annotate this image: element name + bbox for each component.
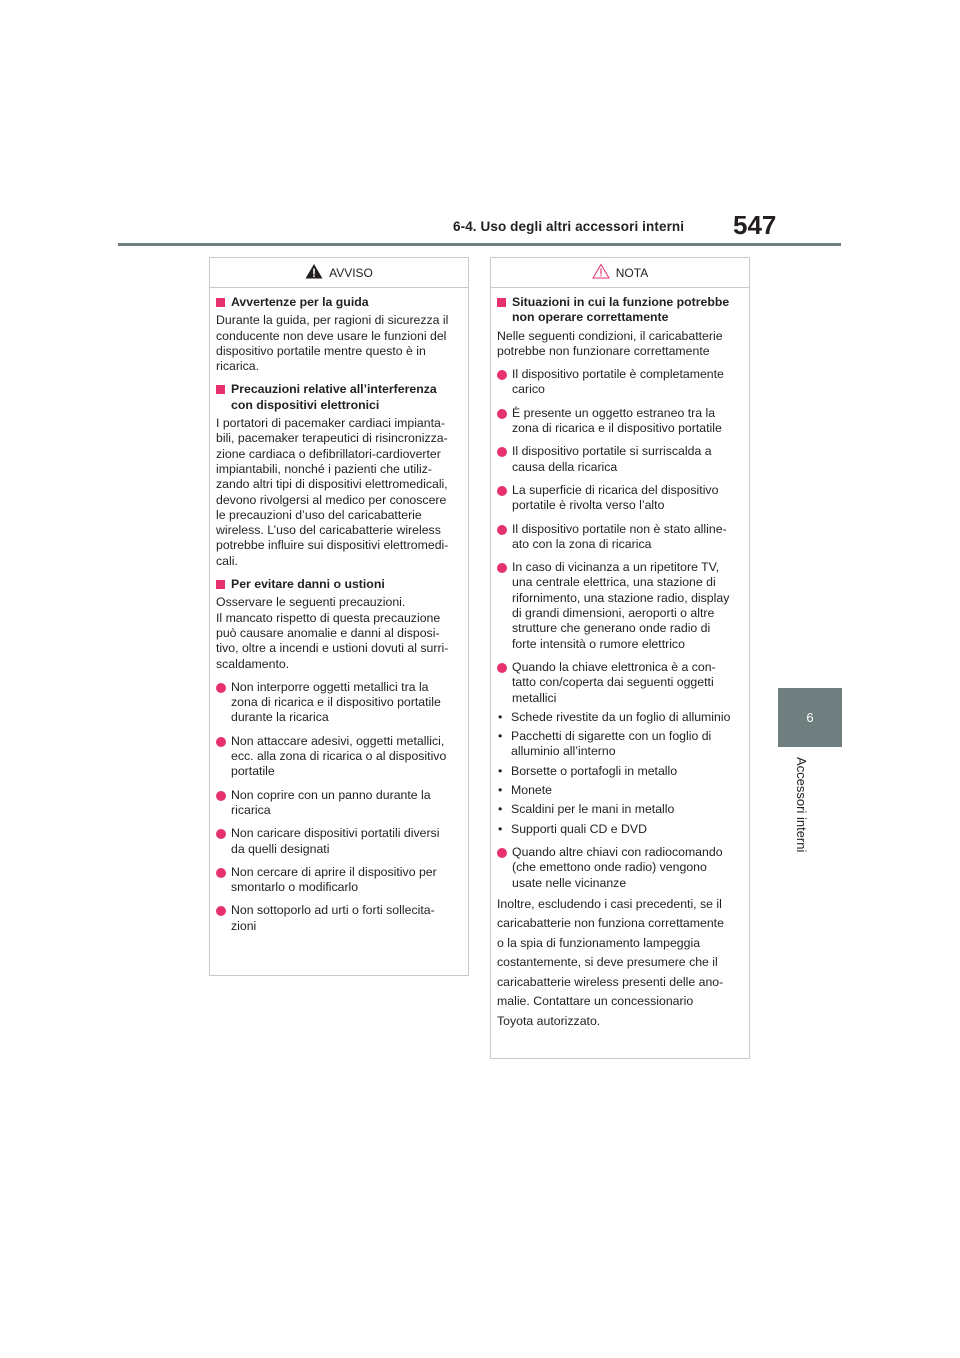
text-line: Il dispositivo portatile non è stato alline-: [512, 521, 727, 536]
text-line: Toyota autorizzato.: [497, 1013, 601, 1028]
sub-bullet-text: [511, 802, 674, 817]
text-line: costantemente, si deve presumere che il: [497, 955, 718, 970]
text-line: cali.: [216, 553, 238, 568]
bullet-text: [231, 788, 431, 819]
text-line: tivo, oltre a incendi e ustioni dovuti al surri-: [216, 641, 449, 656]
circle-bullet-icon: [497, 447, 507, 457]
text-line: Inoltre, escludendo i casi precedenti, se il: [497, 896, 722, 911]
bullet-text: [231, 680, 441, 726]
text-line: ricarica.: [216, 359, 260, 374]
circle-bullet-icon: [497, 848, 507, 858]
text-line: Borsette o portafogli in metallo: [511, 763, 678, 778]
bullet-item: [216, 903, 460, 934]
caution-triangle-outline-icon: [592, 263, 610, 282]
sub-bullet-text: [511, 783, 552, 798]
bullet-item: [497, 845, 741, 891]
text-line: Non cercare di aprire il dispositivo per: [231, 864, 437, 879]
circle-bullet-icon: [497, 563, 507, 573]
chapter-label: Accessori interni: [794, 757, 809, 853]
text-line: ricarica: [231, 802, 271, 817]
text-line: con dispositivi elettronici: [231, 397, 380, 412]
text-line: tatto con/coperta dai seguenti oggetti: [512, 675, 714, 690]
sub-bullet-item: [497, 710, 741, 725]
text-line: Non sottoporlo ad urti o forti sollecita-: [231, 903, 435, 918]
square-bullet-icon: [216, 580, 225, 589]
text-line: zione cardiaca o defibrillatori-cardioverter: [216, 446, 441, 461]
text-line: Monete: [511, 783, 553, 798]
bullet-item: [497, 522, 741, 553]
text-line: È presente un oggetto estraneo tra la: [512, 405, 716, 420]
sub-bullet-marker: •: [498, 709, 503, 724]
bullet-item: [216, 680, 460, 726]
bullet-text: [512, 406, 722, 437]
text-line: da quelli designati: [231, 841, 330, 856]
text-line: Non attaccare adesivi, oggetti metallici,: [231, 733, 445, 748]
text-line: causa della ricarica: [512, 459, 618, 474]
circle-bullet-icon: [216, 791, 226, 801]
text-line: Non caricare dispositivi portatili diversi: [231, 826, 440, 841]
text-line: potrebbe non funzionare correttamente: [497, 343, 710, 358]
text-line: impiantabili, nonché i pazienti che utiliz-: [216, 461, 432, 476]
text-line: (che emettono onde radio) vengono: [512, 860, 707, 875]
text-line: o la spia di funzionamento lampeggia: [497, 935, 701, 950]
text-line: Avvertenze per la guida: [231, 295, 369, 309]
bullet-text: [512, 660, 716, 706]
text-line: caricabatterie non funziona correttamente: [497, 916, 724, 931]
text-line: wireless. L’uso del caricabatterie wireless: [216, 523, 441, 538]
warning-box-body: [210, 288, 468, 940]
warning-triangle-icon: [305, 263, 323, 282]
text-line: Precauzioni relative all’interferenza: [231, 382, 437, 397]
sub-bullet-item: [497, 802, 741, 817]
text-line: scaldamento.: [216, 656, 290, 671]
sub-bullet-marker: •: [498, 763, 503, 778]
circle-bullet-icon: [497, 525, 507, 535]
note-box: [490, 257, 750, 1059]
text-line: zioni: [231, 918, 257, 933]
heading-text: [512, 295, 729, 326]
sub-bullet-item: [497, 783, 741, 798]
text-line: Non interporre oggetti metallici tra la: [231, 679, 429, 694]
warning-box-header: [210, 258, 468, 288]
bullet-text: [512, 483, 718, 514]
text-line: Durante la guida, per ragioni di sicurezza il: [216, 313, 449, 328]
circle-bullet-icon: [497, 409, 507, 419]
section-paragraph: [216, 313, 460, 374]
section-heading: [216, 382, 460, 413]
text-line: forte intensità o rumore elettrico: [512, 636, 685, 651]
sub-bullet-marker: •: [498, 783, 503, 798]
text-line: Supporti quali CD e DVD: [511, 821, 648, 836]
note-box-body: [491, 288, 749, 1037]
sub-bullet-marker: •: [498, 821, 503, 836]
sub-bullet-text: [511, 822, 647, 837]
text-line: una centrale elettrica, una stazione di: [512, 575, 716, 590]
bullet-item: [216, 826, 460, 857]
text-line: smontarlo o modificarlo: [231, 880, 359, 895]
text-line: rifornimento, una stazione radio, display: [512, 590, 730, 605]
text-line: strutture che generano onde radio di: [512, 621, 711, 636]
text-line: durante la ricarica: [231, 710, 329, 725]
text-line: Il dispositivo portatile si surriscalda a: [512, 444, 712, 459]
bullet-text: [231, 865, 437, 896]
bullet-text: [231, 734, 446, 780]
circle-bullet-icon: [216, 868, 226, 878]
text-line: portatile: [231, 764, 275, 779]
text-line: potrebbe influire sui dispositivi elettromedi-: [216, 538, 449, 553]
text-line: Nelle seguenti condizioni, il caricabatterie: [497, 328, 723, 343]
text-line: Situazioni in cui la funzione potrebbe: [512, 295, 730, 309]
text-line: zona di ricarica e il dispositivo portatile: [512, 421, 722, 436]
text-line: Non coprire con un panno durante la: [231, 787, 431, 802]
section-paragraph: [216, 595, 460, 671]
bullet-text: [512, 367, 724, 398]
text-line: alluminio all’interno: [511, 744, 616, 759]
bullet-item: [497, 483, 741, 514]
text-line: portatile è rivolta verso l’alto: [512, 498, 665, 513]
text-line: zona di ricarica e il dispositivo portatile: [231, 695, 441, 710]
text-line: può causare anomalie e danni al disposi-: [216, 625, 440, 640]
circle-bullet-icon: [216, 829, 226, 839]
section-heading: [216, 577, 460, 592]
text-line: bili, pacemaker terapeutici di risincronizza-: [216, 431, 448, 446]
circle-bullet-icon: [216, 737, 226, 747]
text-line: Osservare le seguenti precauzioni.: [216, 595, 406, 610]
section-heading: [497, 295, 741, 326]
text-line: Il dispositivo portatile è completamente: [512, 367, 724, 382]
text-line: devono rivolgersi al medico per conoscere: [216, 492, 447, 507]
text-line: Pacchetti di sigarette con un foglio di: [511, 729, 712, 744]
warning-box-title: AVVISO: [329, 265, 373, 280]
bullet-item: [497, 367, 741, 398]
bullet-item: [216, 734, 460, 780]
text-line: Schede rivestite da un foglio di alluminio: [511, 709, 731, 724]
text-line: ecc. alla zona di ricarica o al dispositivo: [231, 749, 447, 764]
bullet-text: [512, 560, 729, 652]
note-closing: [497, 895, 741, 1032]
chapter-tab: [778, 688, 842, 747]
circle-bullet-icon: [216, 906, 226, 916]
bullet-item: [497, 560, 741, 652]
bullet-text: [512, 522, 727, 553]
bullet-text: [231, 826, 439, 857]
page-number: 547: [733, 210, 777, 240]
text-line: caricabatterie wireless presenti delle ano-: [497, 974, 724, 989]
bullet-text: [512, 845, 723, 891]
text-line: non operare correttamente: [512, 310, 669, 325]
sub-bullet-marker: •: [498, 729, 503, 744]
sub-bullet-marker: •: [498, 802, 503, 817]
circle-bullet-icon: [216, 683, 226, 693]
text-line: Quando la chiave elettronica è a con-: [512, 659, 716, 674]
section-paragraph: [216, 416, 460, 569]
note-box-title: NOTA: [615, 265, 649, 280]
heading-text: [231, 382, 437, 413]
bullet-item: [497, 660, 741, 706]
text-line: conducente non deve usare le funzioni del: [216, 328, 447, 343]
text-line: Per evitare danni o ustioni: [231, 577, 385, 592]
sub-bullet-text: [511, 729, 711, 760]
square-bullet-icon: [216, 385, 225, 394]
chapter-number: 6: [806, 710, 814, 725]
circle-bullet-icon: [497, 663, 507, 673]
text-line: In caso di vicinanza a un ripetitore TV,: [512, 560, 720, 575]
text-line: zando altri tipi di dispositivi elettromedicali,: [216, 477, 448, 492]
heading-text: [231, 577, 385, 592]
text-line: dispositivo portatile mentre questo è in: [216, 343, 426, 358]
circle-bullet-icon: [497, 370, 507, 380]
bullet-item: [216, 865, 460, 896]
warning-box: [209, 257, 469, 976]
bullet-item: [497, 406, 741, 437]
text-line: carico: [512, 382, 545, 397]
text-line: Scaldini per le mani in metallo: [511, 802, 675, 817]
bullet-item: [216, 788, 460, 819]
circle-bullet-icon: [497, 486, 507, 496]
bullet-text: [512, 444, 712, 475]
text-line: Il mancato rispetto di questa precauzione: [216, 610, 441, 625]
note-box-header: [491, 258, 749, 288]
section-heading: [216, 295, 460, 310]
text-line: di grandi dimensioni, aeroporti o altre: [512, 606, 715, 621]
text-line: metallici: [512, 690, 557, 705]
text-line: usate nelle vicinanze: [512, 875, 627, 890]
section-title: 6-4. Uso degli altri accessori interni: [453, 219, 685, 234]
sub-bullet-item: [497, 822, 741, 837]
text-line: malie. Contattare un concessionario: [497, 994, 694, 1009]
bullet-text: [231, 903, 435, 934]
bullet-item: [497, 444, 741, 475]
square-bullet-icon: [216, 298, 225, 307]
note-intro: [497, 329, 741, 360]
text-line: ato con la zona di ricarica: [512, 536, 652, 551]
sub-bullet-text: [511, 764, 677, 779]
heading-text: [231, 295, 369, 310]
sub-bullet-item: [497, 764, 741, 779]
sub-bullet-item: [497, 729, 741, 760]
sub-bullet-text: [511, 710, 730, 725]
header-rule: [118, 243, 841, 246]
text-line: I portatori di pacemaker cardiaci impianta-: [216, 416, 445, 431]
text-line: Quando altre chiavi con radiocomando: [512, 844, 723, 859]
text-line: La superficie di ricarica del dispositivo: [512, 482, 719, 497]
square-bullet-icon: [497, 298, 506, 307]
text-line: le precauzioni d’uso del caricabatterie: [216, 507, 422, 522]
